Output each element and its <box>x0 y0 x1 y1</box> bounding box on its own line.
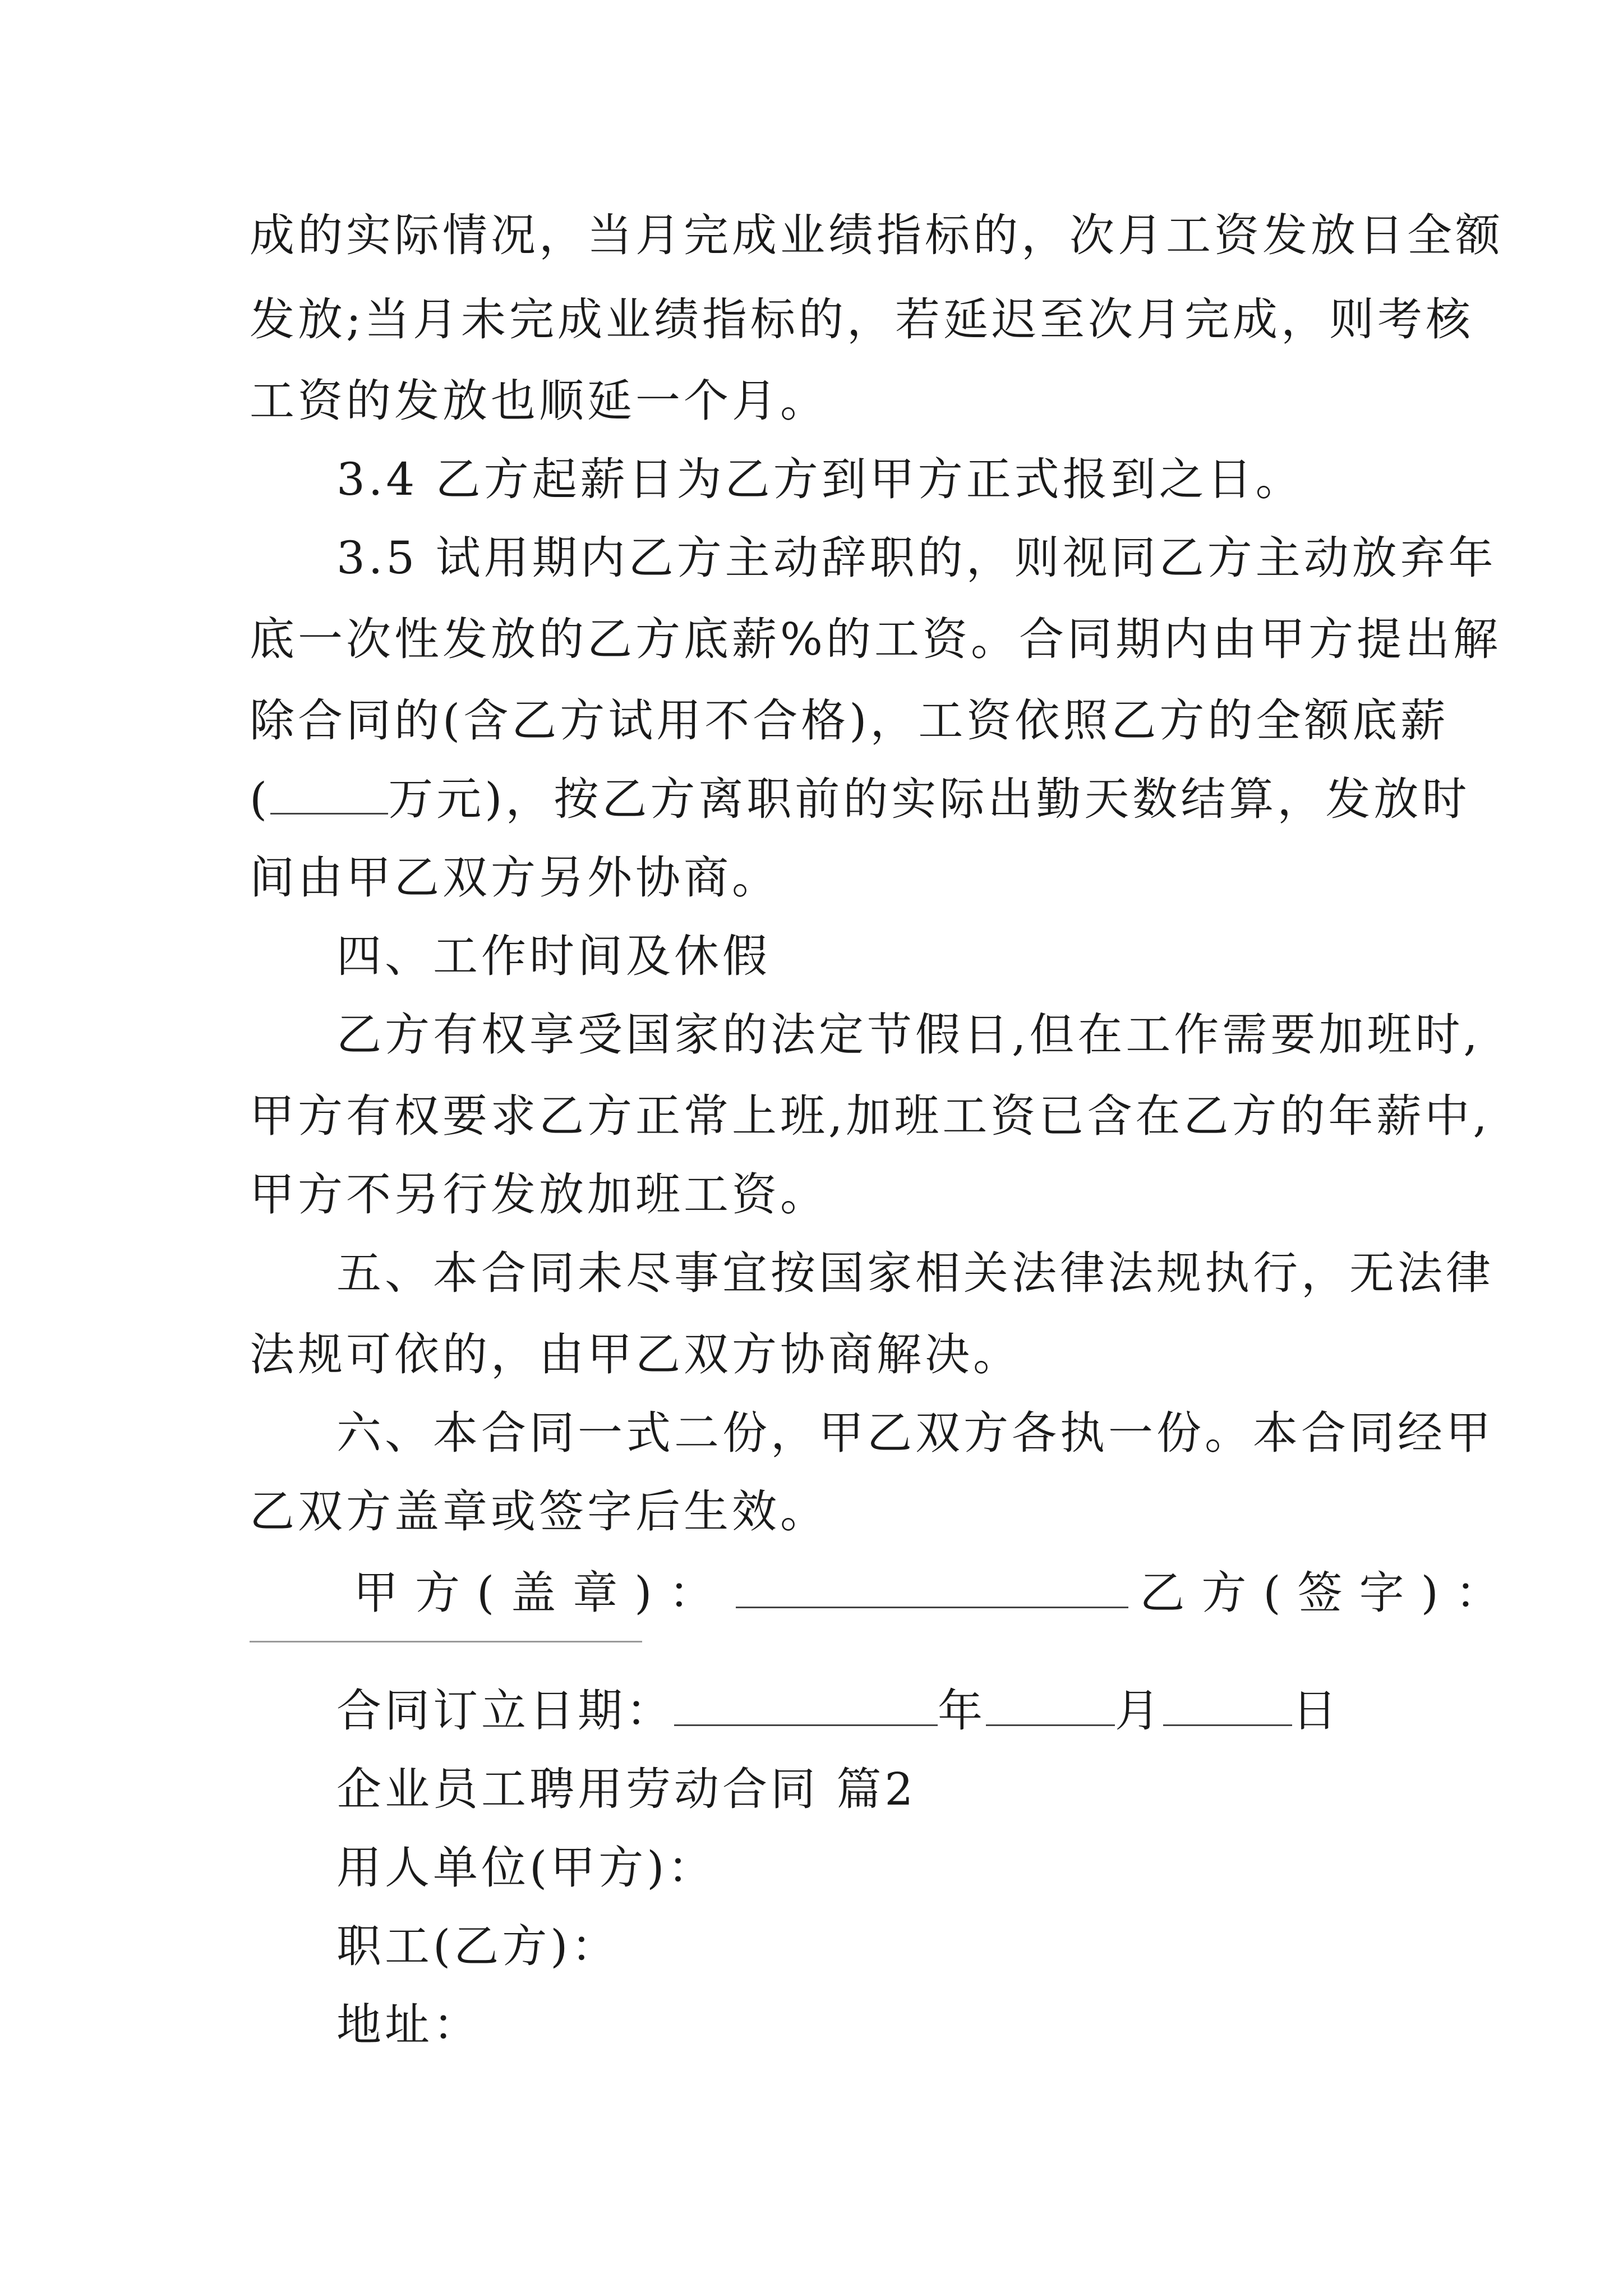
paragraph-line-3: 工资的发放也顺延一个月。 <box>250 375 828 427</box>
party-a-seal-blank <box>736 1567 1128 1608</box>
signature-line <box>353 1565 1517 1621</box>
clause-3-4: 3.4 乙方起薪日为乙方到甲方正式报到之日。 <box>336 453 1304 505</box>
day-label: 日 <box>1292 1685 1340 1737</box>
section-4-heading: 四、工作时间及休假 <box>336 930 771 982</box>
employee-field: 职工(乙方)： <box>336 1920 620 1972</box>
clause-3-5-line-4-text: 万元)，按乙方离职前的实际出勤天数结算，发放时 <box>388 773 1470 825</box>
clause-3-5-line-5: 间由甲乙双方另外协商。 <box>250 852 780 904</box>
open-paren: ( <box>250 773 271 825</box>
party-b-sign-blank <box>250 1641 642 1642</box>
year-label: 年 <box>938 1685 986 1737</box>
month-label: 月 <box>1115 1685 1163 1737</box>
section-4-line-3: 甲方不另行发放加班工资。 <box>250 1168 828 1221</box>
year-blank <box>674 1685 938 1726</box>
employer-field: 用人单位(甲方)： <box>336 1842 716 1894</box>
clause-3-5-line-2: 底一次性发放的乙方底薪%的工资。合同期内由甲方提出解 <box>250 613 1502 665</box>
day-blank <box>1163 1685 1292 1726</box>
section-4-line-1: 乙方有权享受国家的法定节假日,但在工作需要加班时, <box>336 1009 1481 1061</box>
clause-3-5-line-4 <box>250 771 1470 827</box>
section-6-line-1: 六、本合同一式二份，甲乙双方各执一份。本合同经甲 <box>336 1407 1494 1459</box>
salary-amount-blank <box>270 774 388 815</box>
date-label: 合同订立日期： <box>336 1685 674 1737</box>
clause-3-5-line-1: 3.5 试用期内乙方主动辞职的，则视同乙方主动放弃年 <box>336 532 1497 584</box>
section-5-line-2: 法规可依的，由甲乙双方协商解决。 <box>250 1328 1021 1381</box>
section-2-title: 企业员工聘用劳动合同 篇2 <box>336 1763 917 1815</box>
address-field: 地址： <box>336 1999 481 2051</box>
section-5-line-1: 五、本合同未尽事宜按国家相关法律法规执行，无法律 <box>336 1247 1494 1299</box>
section-4-line-2: 甲方有权要求乙方正常上班,加班工资已含在乙方的年薪中, <box>250 1090 1491 1142</box>
clause-3-5-line-3: 除合同的(含乙方试用不合格)，工资依照乙方的全额底薪 <box>250 694 1449 747</box>
section-6-line-2: 乙双方盖章或签字后生效。 <box>250 1485 828 1538</box>
contract-date-line <box>336 1683 1475 1739</box>
month-blank <box>986 1685 1115 1726</box>
party-b-sign-label: 乙方(签字)： <box>1140 1567 1517 1619</box>
paragraph-line-2: 发放;当月未完成业绩指标的，若延迟至次月完成，则考核 <box>250 293 1474 346</box>
paragraph-line-1: 成的实际情况，当月完成业绩指标的，次月工资发放日全额 <box>250 209 1504 261</box>
party-a-seal-label: 甲方(盖章)： <box>353 1567 731 1619</box>
